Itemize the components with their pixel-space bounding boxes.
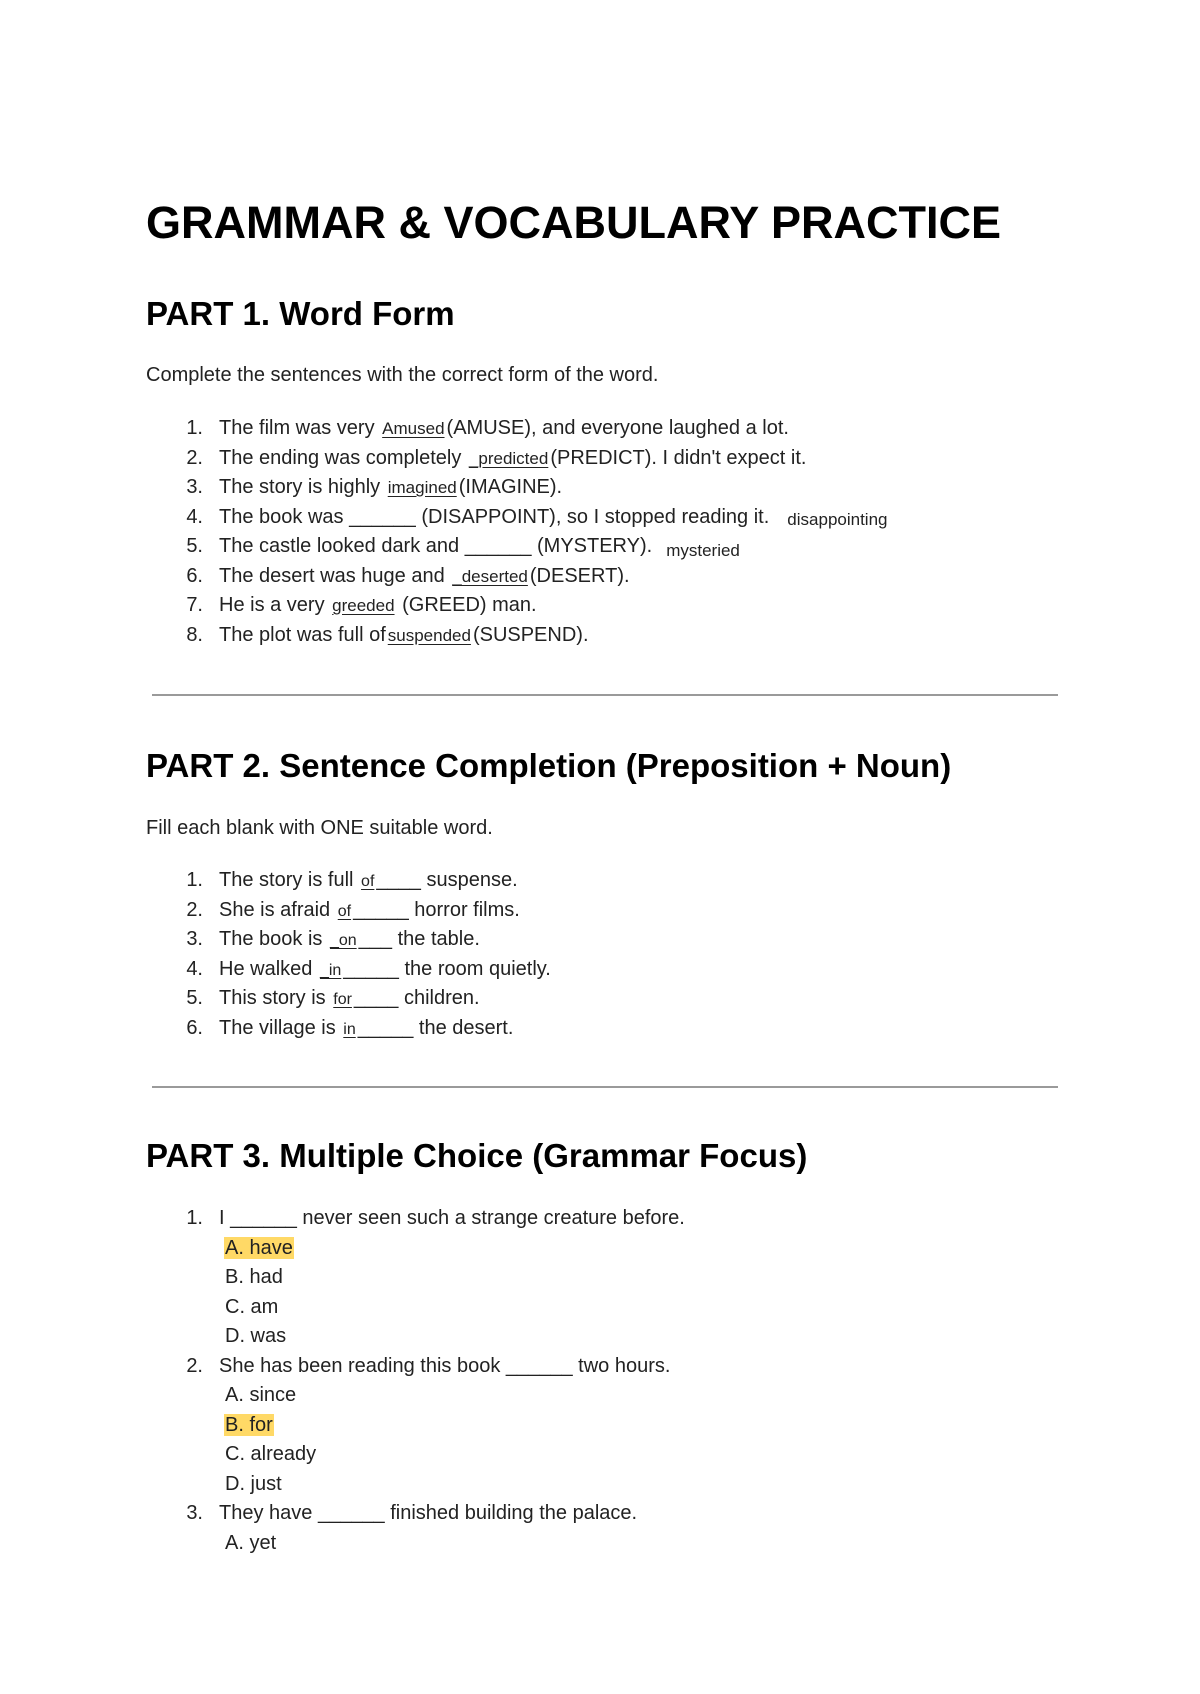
option-label: C. am [225,1295,279,1318]
handwritten-answer[interactable]: imagined [387,478,457,497]
section-divider [152,694,1058,696]
answer-option[interactable] [146,1529,317,1559]
handwritten-answer[interactable]: _on [329,932,357,949]
answer-blank: ____ [353,987,399,1009]
part3-heading: PART 3. Multiple Choice (Grammar Focus) [146,1137,808,1174]
question-text: She is afraid [219,898,336,921]
question-text: The story is highly [219,476,386,498]
question-text: the table. [392,928,480,950]
question-text: The film was very [219,417,381,439]
answer-blank: _____ [353,898,409,921]
question-text: The desert was huge and [219,564,451,587]
answer-option[interactable] [146,1293,317,1323]
answer-option[interactable] [146,1234,317,1264]
question-text: This story is [219,987,332,1009]
question-item [146,1499,638,1558]
question-number: 2. [186,898,203,921]
handwritten-answer[interactable]: of [337,902,352,920]
option-label: D. just [225,1472,282,1495]
selected-option-label: B. for [225,1413,273,1436]
question-number: 6. [186,564,203,587]
question-number: 2. [186,1354,203,1377]
question-number: 8. [186,623,203,646]
handwritten-answer[interactable]: suspended [387,625,471,645]
question-text: The book is [219,928,328,950]
question-number: 2. [186,446,203,469]
question-number: 4. [186,505,203,528]
question-text: They have ______ finished building the palace. [219,1502,638,1524]
question-number: 5. [186,535,203,557]
question-text: (PREDICT). I didn't expect it. [550,446,807,469]
handwritten-answer[interactable]: in [343,1020,356,1038]
option-label: A. yet [225,1531,277,1554]
question-text: (IMAGINE). [458,476,563,498]
handwritten-answer[interactable]: mysteried [666,541,740,560]
question-text: I ______ never seen such a strange creature before. [219,1207,685,1229]
question-text: suspense. [420,869,518,891]
question-text: (GREED) man. [396,594,537,616]
question-text: He walked [219,957,318,980]
answer-blank: _____ [357,1016,414,1039]
answer-blank: _____ [343,957,399,980]
question-text: The village is [219,1016,342,1039]
question-number: 5. [186,987,203,1009]
question-text: children. [398,987,480,1009]
answer-option[interactable] [146,1381,317,1411]
option-label: A. since [225,1384,297,1406]
question-text: the room quietly. [398,957,551,980]
question-number: 1. [186,417,203,439]
part1-instruction: Complete the sentences with the correct form of the word. [146,364,659,386]
question-number: 6. [186,1016,203,1039]
question-text: He is a very [219,594,331,616]
answer-option[interactable] [146,1440,317,1470]
question-text: horror films. [408,898,520,921]
answer-option[interactable] [146,1470,317,1500]
question-text: She has been reading this book ______ two hours. [219,1354,671,1377]
answer-option[interactable] [146,1263,317,1293]
answer-option[interactable] [146,1411,317,1441]
handwritten-answer[interactable]: of [361,873,375,890]
handwritten-answer[interactable]: _deserted [452,566,528,586]
option-label: D. was [225,1325,287,1347]
page-title: GRAMMAR & VOCABULARY PRACTICE [146,197,1001,248]
part2-instruction: Fill each blank with ONE suitable word. [146,817,493,839]
handwritten-answer[interactable]: for [333,991,352,1008]
part2-heading: PART 2. Sentence Completion (Preposition + Noun) [146,747,952,784]
handwritten-answer[interactable]: Amused [382,419,445,438]
question-number: 3. [186,928,203,950]
part1-heading: PART 1. Word Form [146,295,455,332]
answer-blank: ____ [376,869,421,891]
question-number: 3. [186,1502,203,1524]
question-number: 7. [186,594,203,616]
question-text: The plot was full of [219,623,386,646]
question-text: the desert. [413,1016,514,1039]
option-label: B. had [225,1266,283,1288]
question-text: The ending was completely [219,446,467,469]
handwritten-answer[interactable]: _in [319,961,342,979]
selected-option-label: A. have [225,1236,293,1259]
question-text: The castle looked dark and ______ (MYSTERY). [219,535,653,557]
option-label: C. already [225,1443,317,1465]
answer-option[interactable] [146,1322,317,1352]
handwritten-answer[interactable]: disappointing [787,509,888,529]
question-text: (DESERT). [529,564,630,587]
question-text: (SUSPEND). [472,623,589,646]
question-item [146,1352,671,1500]
question-number: 1. [186,869,203,891]
question-number: 1. [186,1207,203,1229]
part3-question-list [146,1204,685,1558]
question-text: The book was ______ (DISAPPOINT), so I stopped reading it. [219,505,770,528]
answer-blank: ___ [358,928,393,950]
question-number: 4. [186,957,203,980]
section-divider [152,1086,1058,1088]
question-number: 3. [186,476,203,498]
question-item [146,1204,685,1352]
question-text: (AMUSE), and everyone laughed a lot. [446,417,789,439]
question-text: The story is full [219,869,360,891]
handwritten-answer[interactable]: greeded [332,596,395,615]
handwritten-answer[interactable]: _predicted [468,448,549,468]
